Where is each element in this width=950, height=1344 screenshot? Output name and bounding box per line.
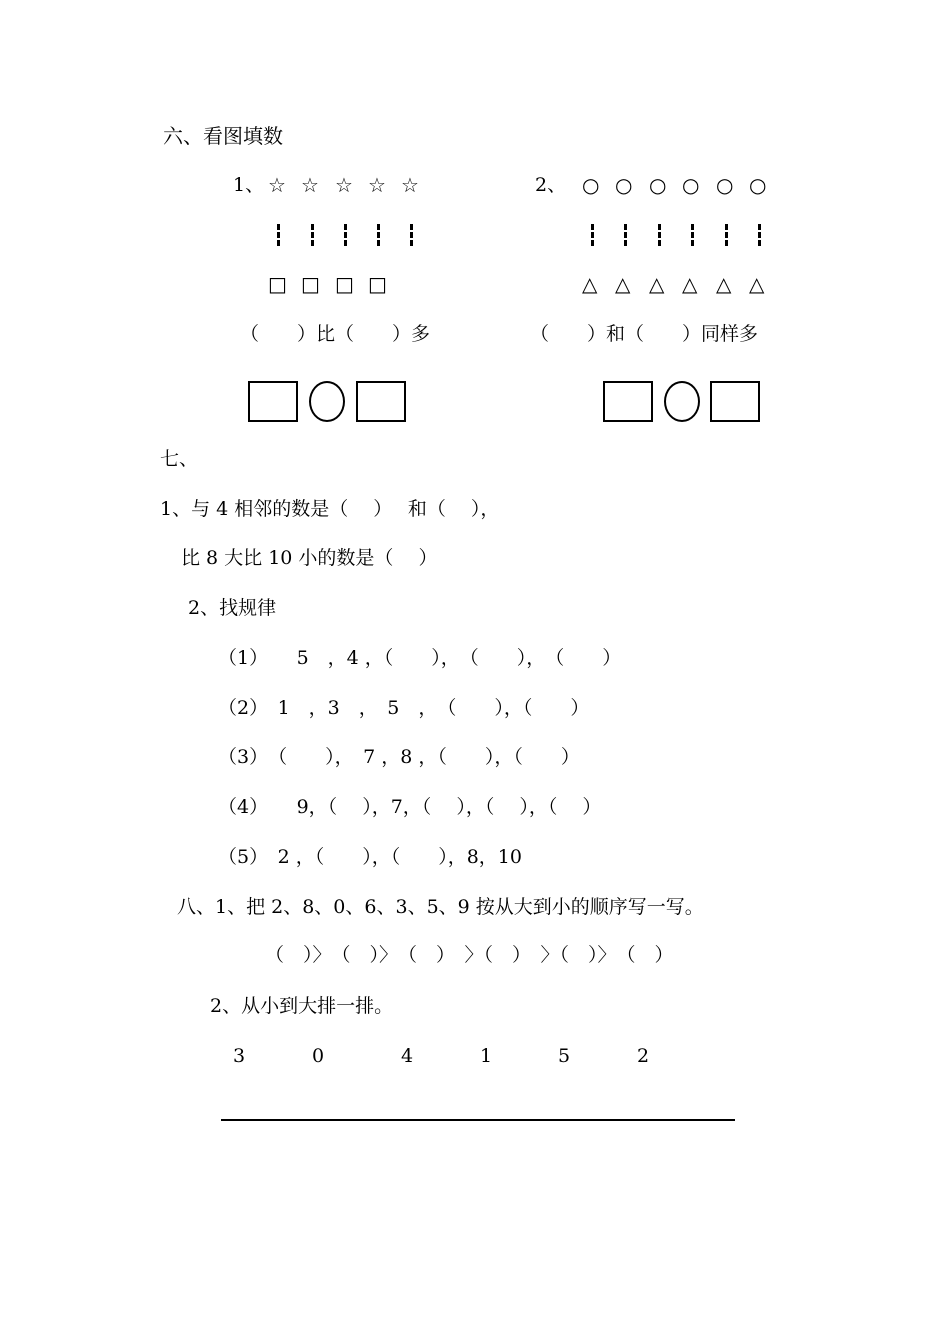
section-7-title: 七、	[160, 448, 199, 470]
circle-icon: ○	[716, 173, 734, 197]
square-icon: □	[301, 272, 320, 296]
answer-line[interactable]	[221, 1119, 735, 1121]
sort-asc-question: 2、从小到大排一排。	[210, 995, 394, 1017]
circle-icon: ○	[582, 173, 600, 197]
pattern-row: （1） 5 ，4 ，（ ）， （ ）， （ ）	[218, 647, 622, 669]
sort-desc-answer: （ ）〉 （ ）〉 （ ） 〉（ ） 〉（ ）〉 （ ）	[265, 944, 674, 966]
answer-box[interactable]	[356, 381, 406, 422]
dashed-connector	[410, 224, 413, 246]
sort-desc-question: 八、1、把 2、8、0、6、3、5、9 按从大到小的顺序写一写。	[177, 896, 704, 918]
dashed-connector	[277, 224, 280, 246]
dashed-connector	[758, 224, 761, 246]
answer-box[interactable]	[710, 381, 760, 422]
dashed-connector	[624, 224, 627, 246]
q1-prefix: 1、	[233, 174, 265, 196]
compare-oval[interactable]	[664, 381, 700, 422]
circle-icon: ○	[749, 173, 767, 197]
q2-sentence: （ ）和（ ）同样多	[530, 323, 759, 345]
number-item: 2	[637, 1045, 650, 1067]
neighbor-question: 1、与 4 相邻的数是（ ） 和（ ），	[160, 498, 500, 520]
dashed-connector	[591, 224, 594, 246]
dashed-connector	[691, 224, 694, 246]
star-icon: ☆	[335, 173, 353, 197]
dashed-connector	[377, 224, 380, 246]
answer-box[interactable]	[603, 381, 653, 422]
star-icon: ☆	[301, 173, 319, 197]
pattern-row: （5） 2 ，（ ），（ ），8，10	[218, 846, 522, 868]
answer-box[interactable]	[248, 381, 298, 422]
star-icon: ☆	[368, 173, 386, 197]
dashed-connector	[344, 224, 347, 246]
star-icon: ☆	[268, 173, 286, 197]
triangle-icon: △	[582, 272, 598, 296]
between-question: 比 8 大比 10 小的数是（ ）	[181, 547, 438, 569]
pattern-row: （3） （ ）， 7 ，8 ，（ ），（ ）	[218, 746, 580, 768]
triangle-icon: △	[615, 272, 631, 296]
square-icon: □	[268, 272, 287, 296]
pattern-row: （4） 9，（ ），7，（ ），（ ），（ ）	[218, 796, 602, 818]
dashed-connector	[658, 224, 661, 246]
section-6-title: 六、看图填数	[163, 124, 283, 148]
dashed-connector	[725, 224, 728, 246]
number-item: 4	[401, 1045, 414, 1067]
pattern-title: 2、找规律	[188, 597, 277, 619]
compare-oval[interactable]	[309, 381, 345, 422]
q2-prefix: 2、	[535, 174, 567, 196]
number-item: 3	[233, 1045, 246, 1067]
triangle-icon: △	[649, 272, 665, 296]
circle-icon: ○	[649, 173, 667, 197]
square-icon: □	[335, 272, 354, 296]
number-item: 1	[480, 1045, 493, 1067]
triangle-icon: △	[682, 272, 698, 296]
square-icon: □	[368, 272, 387, 296]
star-icon: ☆	[401, 173, 419, 197]
circle-icon: ○	[615, 173, 633, 197]
dashed-connector	[311, 224, 314, 246]
q1-sentence: （ ）比（ ）多	[240, 323, 431, 345]
number-item: 5	[558, 1045, 571, 1067]
circle-icon: ○	[682, 173, 700, 197]
triangle-icon: △	[749, 272, 765, 296]
triangle-icon: △	[716, 272, 732, 296]
number-item: 0	[312, 1045, 325, 1067]
pattern-row: （2） 1 ，3 ， 5 ， （ ），（ ）	[218, 697, 590, 719]
